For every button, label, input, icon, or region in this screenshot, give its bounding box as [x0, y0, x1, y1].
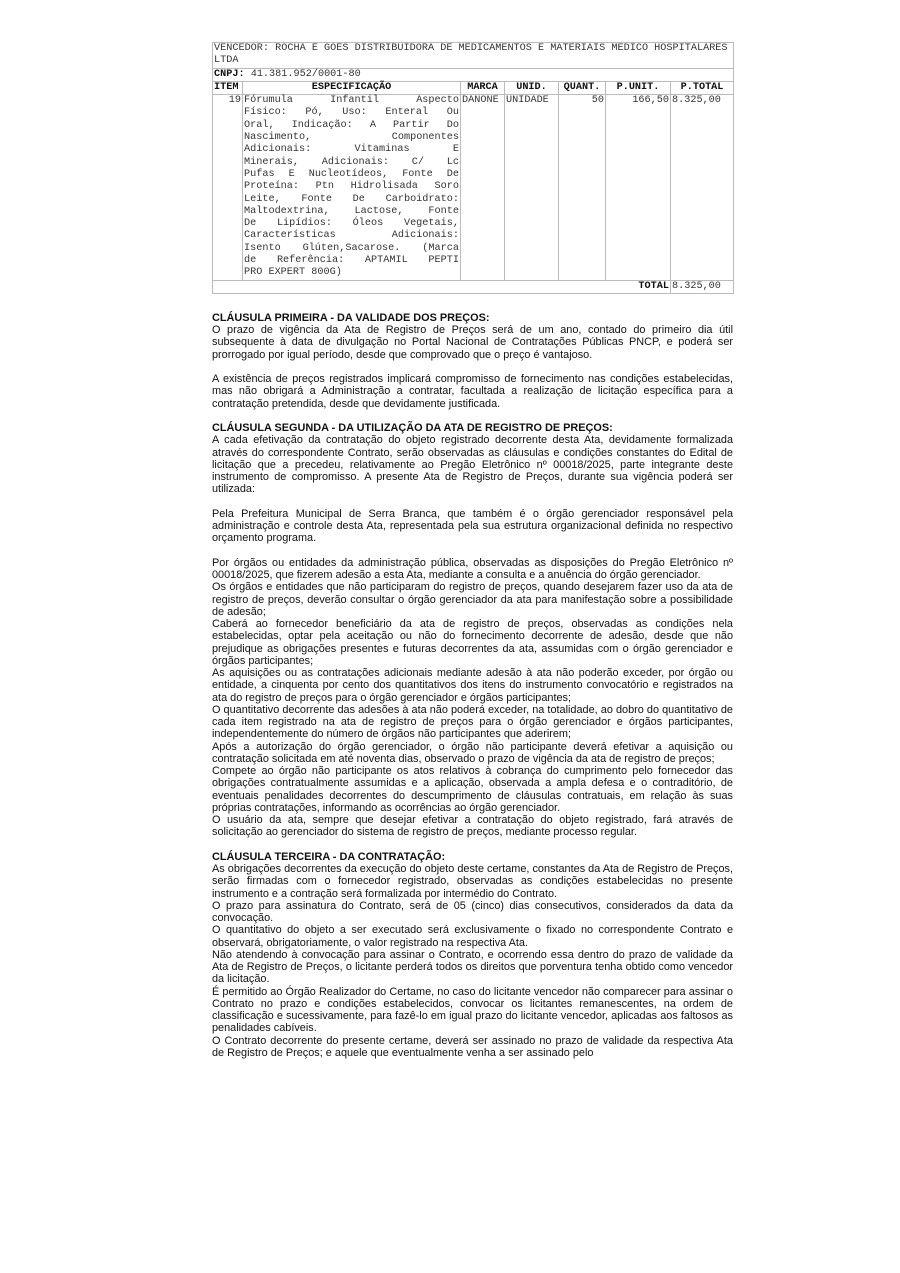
- header-brand: MARCA: [461, 81, 505, 94]
- spec-line: Características Adicionais:: [244, 230, 459, 242]
- clause-paragraph: O usuário da ata, sempre que desejar efetivar a contratação do objeto registrado, fará através de solicitação ao gerenciador do sistema de registro de preços, mediante processo regular.: [212, 814, 733, 839]
- spec-line: Físico: Pó, Uso: Enteral Ou: [244, 107, 459, 119]
- clause-section: [212, 851, 733, 1059]
- spec-line: Minerais, Adicionais: C/ Lc: [244, 156, 459, 168]
- header-specification: ESPECIFICAÇÃO: [243, 81, 461, 94]
- paragraph-group: [212, 508, 733, 545]
- clause-paragraph: Os órgãos e entidades que não participaram do registro de preços, quando desejarem fazer uso da ata de registro de preços, deverão consultar o órgão gerenciador da ata para manifestação sobre a possibilidade de adesão;: [212, 581, 733, 618]
- price-registry-table: [212, 42, 734, 294]
- paragraph-group: [212, 434, 733, 495]
- item-unit: UNIDADE: [505, 95, 559, 280]
- cnpj-row: [213, 68, 734, 81]
- paragraph-group: [212, 324, 733, 361]
- item-total-price: 8.325,00: [671, 95, 734, 280]
- clause-title: CLÁUSULA TERCEIRA - DA CONTRATAÇÃO:: [212, 850, 446, 863]
- clause-paragraph: Caberá ao fornecedor beneficiário da ata de registro de preços, observadas as condições nela estabelecidas, optar pela aceitação ou não do fornecimento decorrente de adesão, desde que não prejudique as obrigações presentes e futuras decorrentes da ata, assumidas com o órgão gerenciador e órgãos participantes;: [212, 618, 733, 667]
- spec-line: Maltodextrina, Lactose, Fonte: [244, 205, 459, 217]
- header-unit: UNID.: [505, 81, 559, 94]
- vendor-name: VENCEDOR: ROCHA E GOES DISTRIBUIDORA DE MEDICAMENTOS E MATERIAIS MEDICO HOSPITALARES LTDA: [213, 43, 734, 69]
- item-unit-price: 166,50: [606, 95, 671, 280]
- document-page: [212, 42, 733, 1071]
- item-number: 19: [213, 95, 243, 280]
- clause-paragraph: As aquisições ou as contratações adicionais mediante adesão à ata não poderão exceder, por órgão ou entidade, a cinquenta por cento dos quantitativos dos itens do instrumento convocatório e registrados na ata do registro de preços para o órgão gerenciador e órgãos participantes;: [212, 667, 733, 704]
- paragraph-group: [212, 863, 733, 1059]
- spec-line: de Referência: APTAMIL PEPTI: [244, 255, 459, 267]
- spec-line: Adicionais: Vitaminas E: [244, 144, 459, 156]
- paragraph-group: [212, 557, 733, 839]
- spec-line: [244, 267, 459, 279]
- clause-title: CLÁUSULA PRIMEIRA - DA VALIDADE DOS PREÇOS:: [212, 311, 490, 324]
- cnpj-label: CNPJ:: [214, 68, 245, 80]
- cnpj-value: 41.381.952/0001-80: [250, 68, 361, 80]
- clause-paragraph: O Contrato decorrente do presente certame, deverá ser assinado no prazo de validade da respectiva Ata de Registro de Preços; e aquele que eventualmente venha a ser assinado pelo: [212, 1034, 733, 1059]
- spec-line: Pufas E Nucleotídeos, Fonte De: [244, 168, 459, 180]
- spec-line: Oral, Indicação: A Partir Do: [244, 119, 459, 131]
- spec-line: Proteína: Ptn Hidrolisada Soro: [244, 181, 459, 193]
- clause-section: [212, 422, 733, 839]
- clause-paragraph: Não atendendo à convocação para assinar o Contrato, e ocorrendo essa dentro do prazo de validade da Ata de Registro de Preços, o licitante perderá todos os direitos que porventura tenha obtido como vencedor da licitação.: [212, 948, 733, 986]
- clause-paragraph: O prazo para assinatura do Contrato, será de 05 (cinco) dias consecutivos, considerados da data da convocação.: [212, 899, 733, 925]
- header-item: ITEM: [213, 81, 243, 94]
- table-header-row: [213, 81, 734, 94]
- clauses-body: [212, 312, 733, 1059]
- spec-line: Isento Glúten,Sacarose. (Marca: [244, 242, 459, 254]
- spec-line: Fórumula Infantil Aspecto: [244, 95, 459, 107]
- clause-section: [212, 312, 733, 410]
- item-brand: DANONE: [461, 95, 505, 280]
- vendor-row: [213, 43, 734, 69]
- total-value: 8.325,00: [671, 280, 734, 293]
- clause-paragraph: O quantitativo decorrente das adesões à ata não poderá exceder, na totalidade, ao dobro do quantitativo de cada item registrado na ata de registro de preços para o órgão gerenciador e órgãos participantes, independentemente do número de órgãos não participantes que aderirem;: [212, 703, 733, 741]
- clause-title: CLÁUSULA SEGUNDA - DA UTILIZAÇÃO DA ATA DE REGISTRO DE PREÇOS:: [212, 422, 613, 435]
- spec-line: De Lipídios: Óleos Vegetais,: [244, 218, 459, 230]
- clause-paragraph: Compete ao órgão não participante os atos relativos à cobrança do cumprimento pelo fornecedor das obrigações contratualmente assumidas e a aplicação, observada a ampla defesa e o contraditório, de eventuais penalidades decorrentes do descumprimento de cláusulas contratuais, em relação às suas próprias contratações, informando as ocorrências ao órgão gerenciador.: [212, 765, 733, 814]
- paragraph-group: [212, 373, 733, 410]
- clause-paragraph: Por órgãos ou entidades da administração pública, observadas as disposições do Pregão Eletrônico nº 00018/2025, que fizerem adesão a esta Ata, mediante a consulta e a anuência do órgão gerenciador.: [212, 556, 733, 582]
- spec-line: Leite, Fonte De Carboidrato:: [244, 193, 459, 205]
- header-unit-price: P.UNIT.: [606, 81, 671, 94]
- clause-paragraph: Pela Prefeitura Municipal de Serra Branca, que também é o órgão gerenciador responsável pela administração e controle desta Ata, representada pela sua estrutura organizacional definida no respectivo orçamento programa.: [212, 507, 733, 545]
- item-specification: [243, 95, 461, 280]
- total-row: [213, 280, 734, 293]
- clause-paragraph: O quantitativo do objeto a ser executado será exclusivamente o fixado no correspondente Contrato e observará, obrigatoriamente, o valor registrado na respectiva Ata.: [212, 924, 733, 949]
- table-row: [213, 95, 734, 280]
- clause-paragraph: O prazo de vigência da Ata de Registro de Preços será de um ano, contado do primeiro dia útil subsequente à data de divulgação no Portal Nacional de Contratações Públicas PNCP, e poderá ser prorrogado por igual período, desde que comprovado que o preço é vantajoso.: [212, 324, 733, 361]
- header-quantity: QUANT.: [559, 81, 606, 94]
- clause-paragraph: A cada efetivação da contratação do objeto registrado decorrente desta Ata, devidamente formalizada através do correspondente Contrato, serão observadas as cláusulas e condições constantes do Edital de licitação que a precedeu, relativamente ao Pregão Eletrônico nº 00018/2025, parte integrante deste instrumento de compromisso. A presente Ata de Registro de Preços, durante sua vigência poderá ser utilizada:: [212, 434, 733, 496]
- clause-paragraph: A existência de preços registrados implicará compromisso de fornecimento nas condições estabelecidas, mas não obrigará a Administração a contratar, facultada a realização de licitação específica para a contratação pretendida, desde que devidamente justificada.: [212, 373, 733, 410]
- total-label: TOTAL: [213, 280, 671, 293]
- spec-line: Nascimento, Componentes: [244, 132, 459, 144]
- spec-line-text: PRO EXPERT 800G): [244, 267, 342, 279]
- item-quantity: 50: [559, 95, 606, 280]
- clause-paragraph: É permitido ao Órgão Realizador do Certame, no caso do licitante vencedor não comparecer para assinar o Contrato no prazo e condições estabelecidos, convocar os licitantes remanescentes, na ordem de classificação e sucessivamente, para fazê-lo em igual prazo do licitante vencedor, aplicadas aos faltosos as penalidades cabíveis.: [212, 985, 733, 1035]
- clause-paragraph: As obrigações decorrentes da execução do objeto deste certame, constantes da Ata de Registro de Preços, serão firmadas com o fornecedor registrado, observadas as condições estabelecidas no presente instrumento e a contração será formalizada por intermédio do Contrato.: [212, 863, 733, 900]
- clause-paragraph: Após a autorização do órgão gerenciador, o órgão não participante deverá efetivar a aquisição ou contratação solicitada em até noventa dias, observado o prazo de vigência da ata de registro de preços;: [212, 740, 733, 765]
- header-total-price: P.TOTAL: [671, 81, 734, 94]
